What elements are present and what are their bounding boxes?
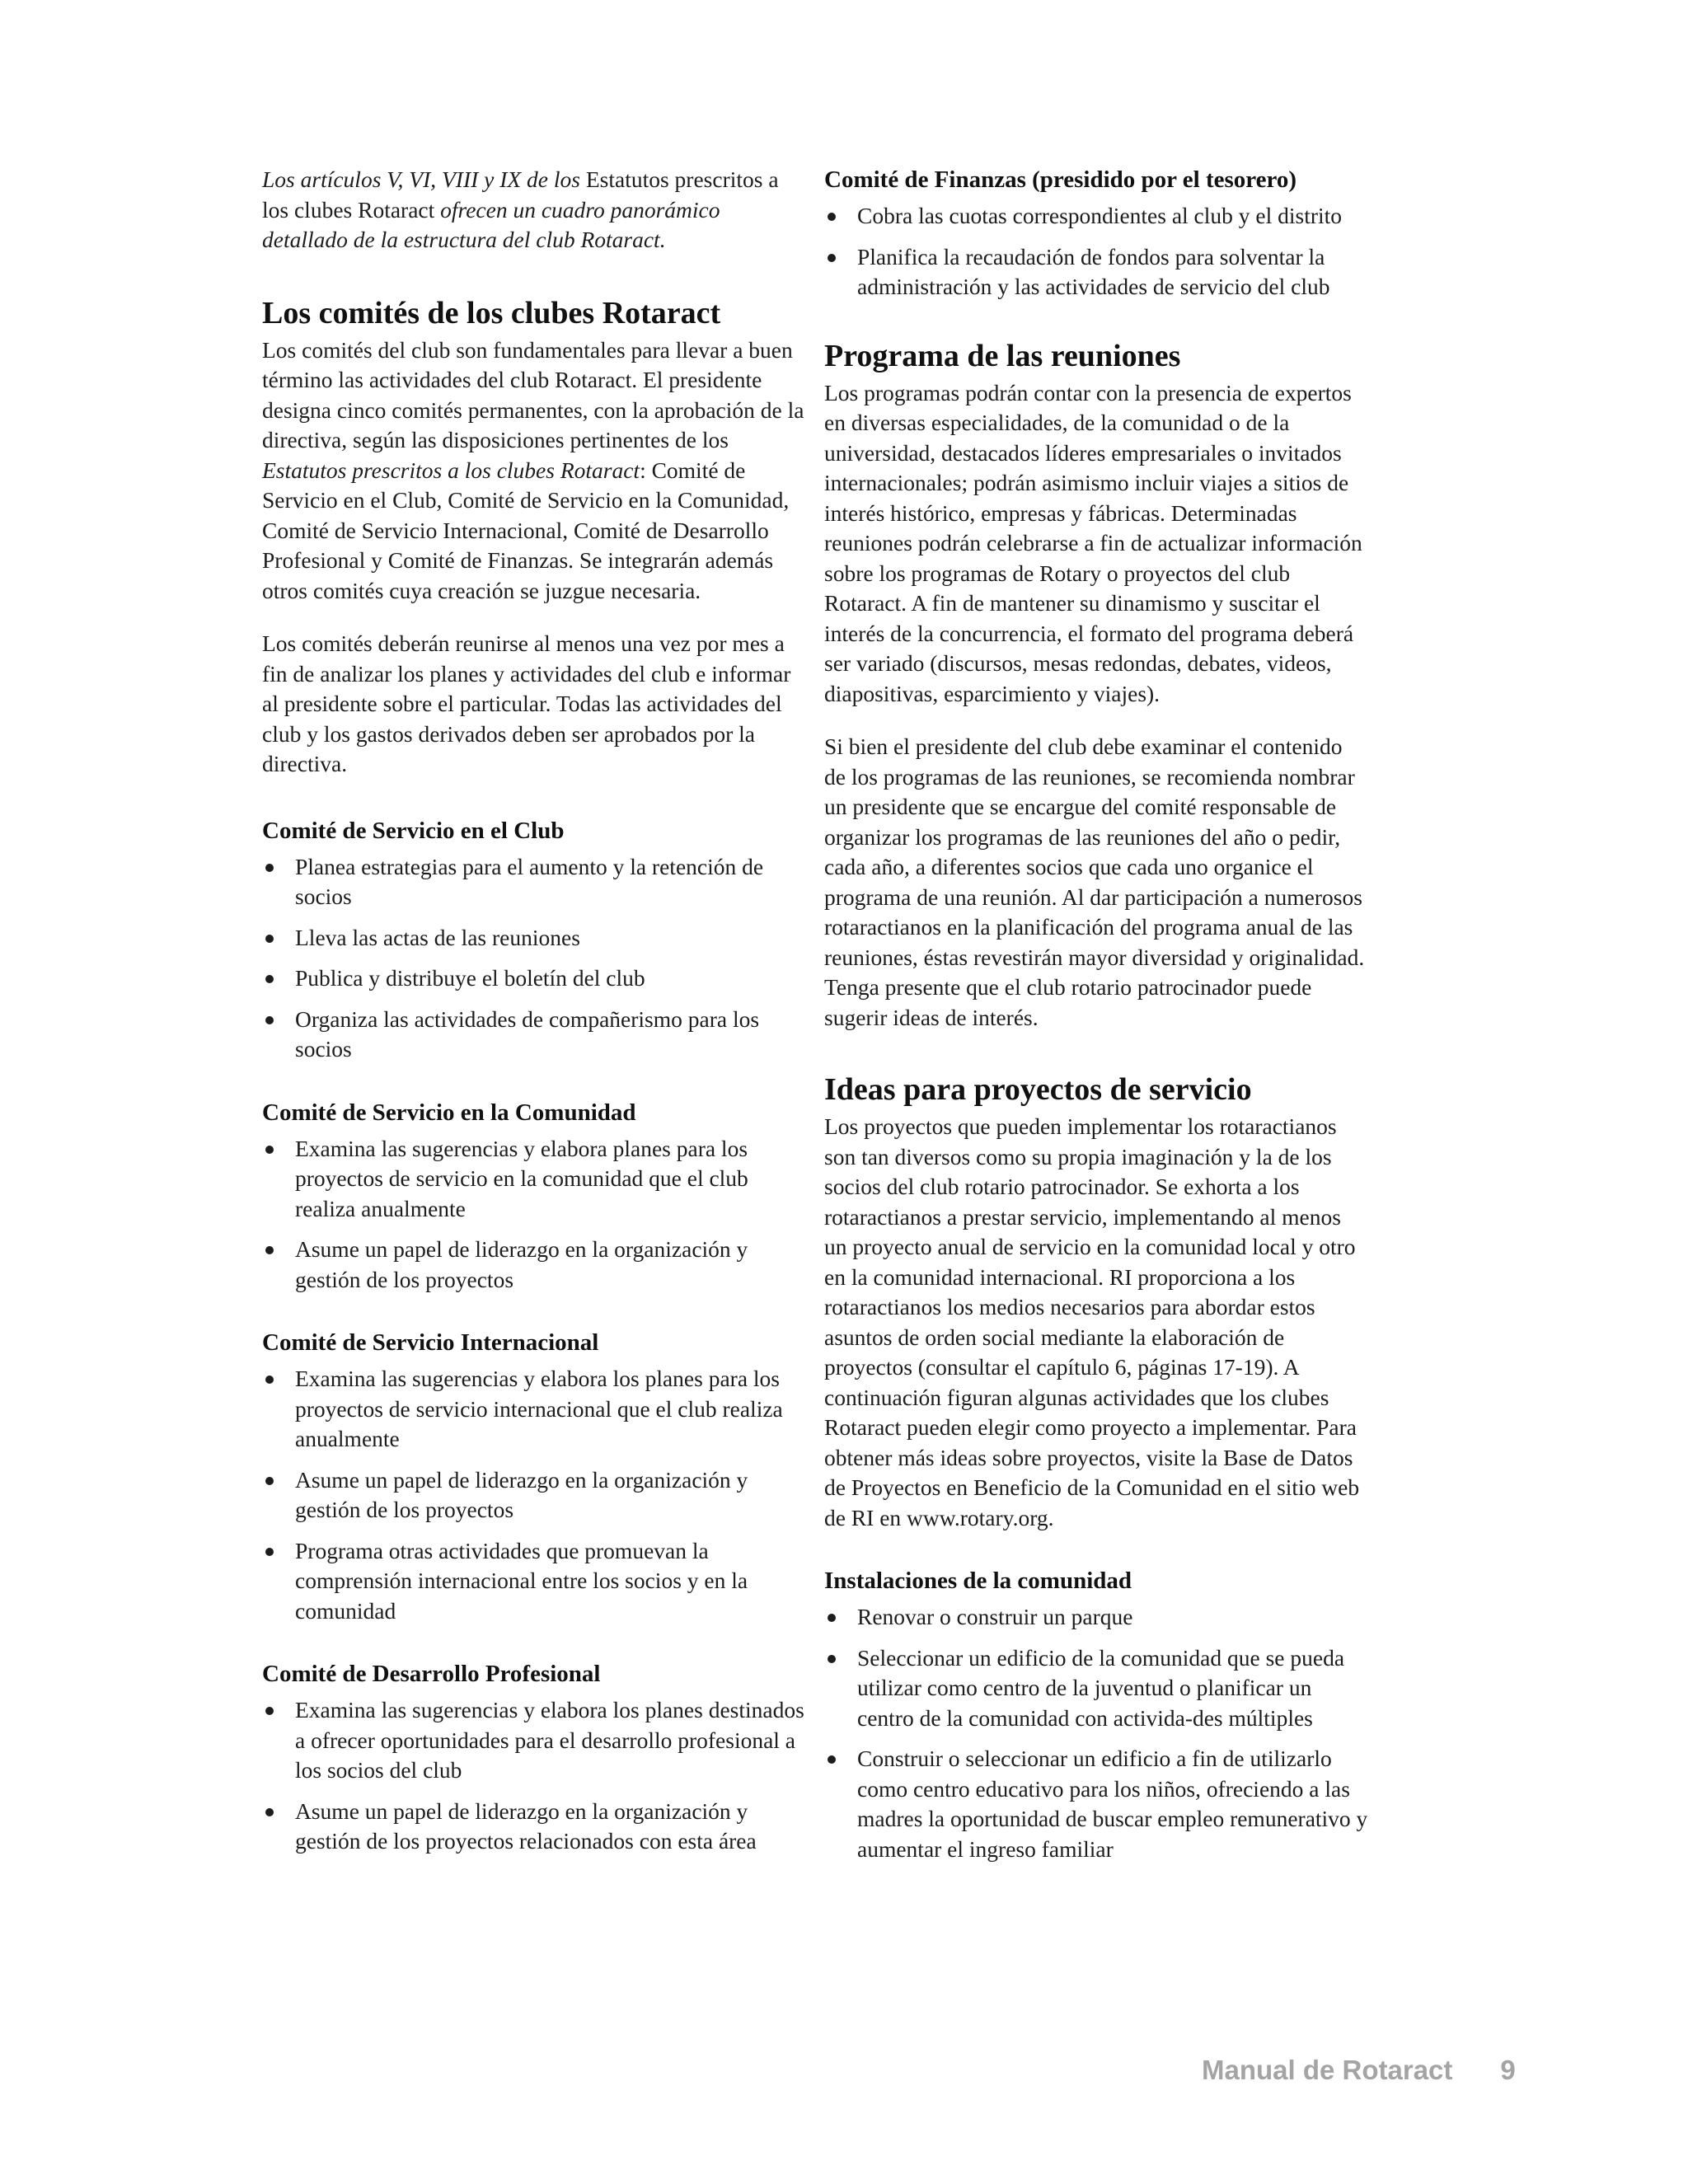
- meetings-paragraph-2: Si bien el presidente del club debe examinar el contenido de los programas de las reuniones, se recomienda nombrar un presidente que se encargue del comité responsable de organizar los programas de las reuniones del año o pedir, cada año, a diferentes socios que cada uno organice el programa de una reunión. Al dar participación a numerosos rotaractianos en la planificación del programa anual de las reuniones, éstas revestirán mayor diversidad y originalidad. Tenga presente que el club rotario patrocinador puede sugerir ideas de interés.: [824, 733, 1365, 1030]
- professional-development-list: [262, 1695, 806, 1857]
- finance-list: [824, 201, 1368, 302]
- list-item: Asume un papel de liderazgo en la organización y gestión de los proyectos: [262, 1235, 806, 1295]
- finance-heading: Comité de Finanzas (presidido por el tesorero): [824, 166, 1296, 193]
- list-item: Asume un papel de liderazgo en la organización y gestión de los proyectos relacionados con esta área: [262, 1797, 806, 1857]
- committees-heading: Los comités de los clubes Rotaract: [262, 295, 721, 330]
- list-item: Planifica la recaudación de fondos para solventar la administración y las actividades de servicio del club: [824, 242, 1368, 302]
- page-footer: [1202, 2054, 1516, 2087]
- meetings-paragraph-1: Los programas podrán contar con la presencia de expertos en diversas especialidades, de la comunidad o de la universidad, destacados líderes empresariales o invitados internacionales; podrán asimismo incluir viajes a sitios de interés histórico, empresas y fábricas. Determinadas reuniones podrán celebrarse a fin de actualizar información sobre los programas de Rotary o proyectos del club Rotaract. A fin de mantener su dinamismo y suscitar el interés de la concurrencia, el formato del programa deberá ser variado (discursos, mesas redondas, debates, videos, diapositivas, esparcimiento y viajes).: [824, 379, 1362, 706]
- community-service-heading: Comité de Servicio en la Comunidad: [262, 1099, 636, 1126]
- community-service-list: [262, 1134, 806, 1296]
- list-item: Examina las sugerencias y elabora los planes destinados a ofrecer oportunidades para el desarrollo profesional a los socios del club: [262, 1695, 806, 1786]
- page-number: 9: [1500, 2055, 1516, 2085]
- ideas-paragraph: Los proyectos que pueden implementar los rotaractianos son tan diversos como su propia imaginación y la de los socios del club rotario patrocinador. Se exhorta a los rotaractianos a prestar servicio, implementando al menos un proyecto anual de servicio en la comunidad local y otro en la comunidad internacional. RI proporciona a los rotaractianos los medios necesarios para abordar estos asuntos de orden social mediante la elaboración de proyectos (consultar el capítulo 6, páginas 17-19). A continuación figuran algunas actividades que los clubes Rotaract pueden elegir como proyecto a implementar. Para obtener más ideas sobre proyectos, visite la Base de Datos de Proyectos en Beneficio de la Comunidad en el sitio web de RI en www.rotary.org.: [824, 1113, 1360, 1530]
- list-item: Cobra las cuotas correspondientes al club y el distrito: [824, 201, 1368, 232]
- committees-paragraph-2: Los comités deberán reunirse al menos una vez por mes a fin de analizar los planes y actividades del club e informar al presidente sobre el particular. Todas las actividades del club y los gastos derivados deben ser aprobados por la directiva.: [262, 630, 791, 776]
- ideas-heading: Ideas para proyectos de servicio: [824, 1072, 1252, 1107]
- list-item: Renovar o construir un parque: [824, 1602, 1368, 1633]
- list-item: Examina las sugerencias y elabora planes para los proyectos de servicio en la comunidad que el club realiza anualmente: [262, 1134, 806, 1225]
- list-item: Organiza las actividades de compañerismo para los socios: [262, 1005, 806, 1065]
- list-item: Asume un papel de liderazgo en la organización y gestión de los proyectos: [262, 1465, 806, 1526]
- list-item: Construir o seleccionar un edificio a fin de utilizarlo como centro educativo para los niños, ofreciendo a las madres la oportunidad de buscar empleo remunerativo y aumentar el ingreso familiar: [824, 1744, 1368, 1864]
- professional-development-heading: Comité de Desarrollo Profesional: [262, 1661, 601, 1687]
- list-item: Publica y distribuye el boletín del club: [262, 963, 806, 994]
- footer-title: Manual de Rotaract: [1202, 2055, 1453, 2085]
- facilities-heading: Instalaciones de la comunidad: [824, 1568, 1132, 1594]
- international-service-heading: Comité de Servicio Internacional: [262, 1329, 599, 1356]
- club-service-heading: Comité de Servicio en el Club: [262, 817, 565, 844]
- international-service-list: [262, 1364, 806, 1626]
- list-item: Seleccionar un edificio de la comunidad que se pueda utilizar como centro de la juventud o planificar un centro de la comunidad con activida-des múltiples: [824, 1643, 1368, 1734]
- list-item: Programa otras actividades que promuevan la comprensión internacional entre los socios y en la comunidad: [262, 1536, 806, 1627]
- left-column: [262, 165, 806, 1857]
- club-service-list: [262, 852, 806, 1065]
- right-column: [824, 165, 1368, 1864]
- facilities-list: [824, 1602, 1368, 1864]
- list-item: Examina las sugerencias y elabora los planes para los proyectos de servicio internacional que el club realiza anualmente: [262, 1364, 806, 1455]
- committees-paragraph-1: Los comités del club son fundamentales para llevar a buen término las actividades del club Rotaract. El presidente designa cinco comités permanentes, con la aprobación de la directiva, según las disposiciones pertinentes de los Estatutos prescritos a los clubes Rotaract: Comité de Servicio en el Club, Comité de Servicio en la Comunidad, Comité de Servicio Internacional, Comité de Desarrollo Profesional y Comité de Finanzas. Se integrarán además otros comités cuya creación se juzgue necesaria.: [262, 336, 804, 603]
- meetings-heading: Programa de las reuniones: [824, 338, 1181, 373]
- intro-paragraph: Los artículos V, VI, VIII y IX de los Estatutos prescritos a los clubes Rotaract ofrecen un cuadro panorámico detallado de la estructura del club Rotaract.: [262, 166, 779, 252]
- list-item: Planea estrategias para el aumento y la retención de socios: [262, 852, 806, 912]
- list-item: Lleva las actas de las reuniones: [262, 923, 806, 954]
